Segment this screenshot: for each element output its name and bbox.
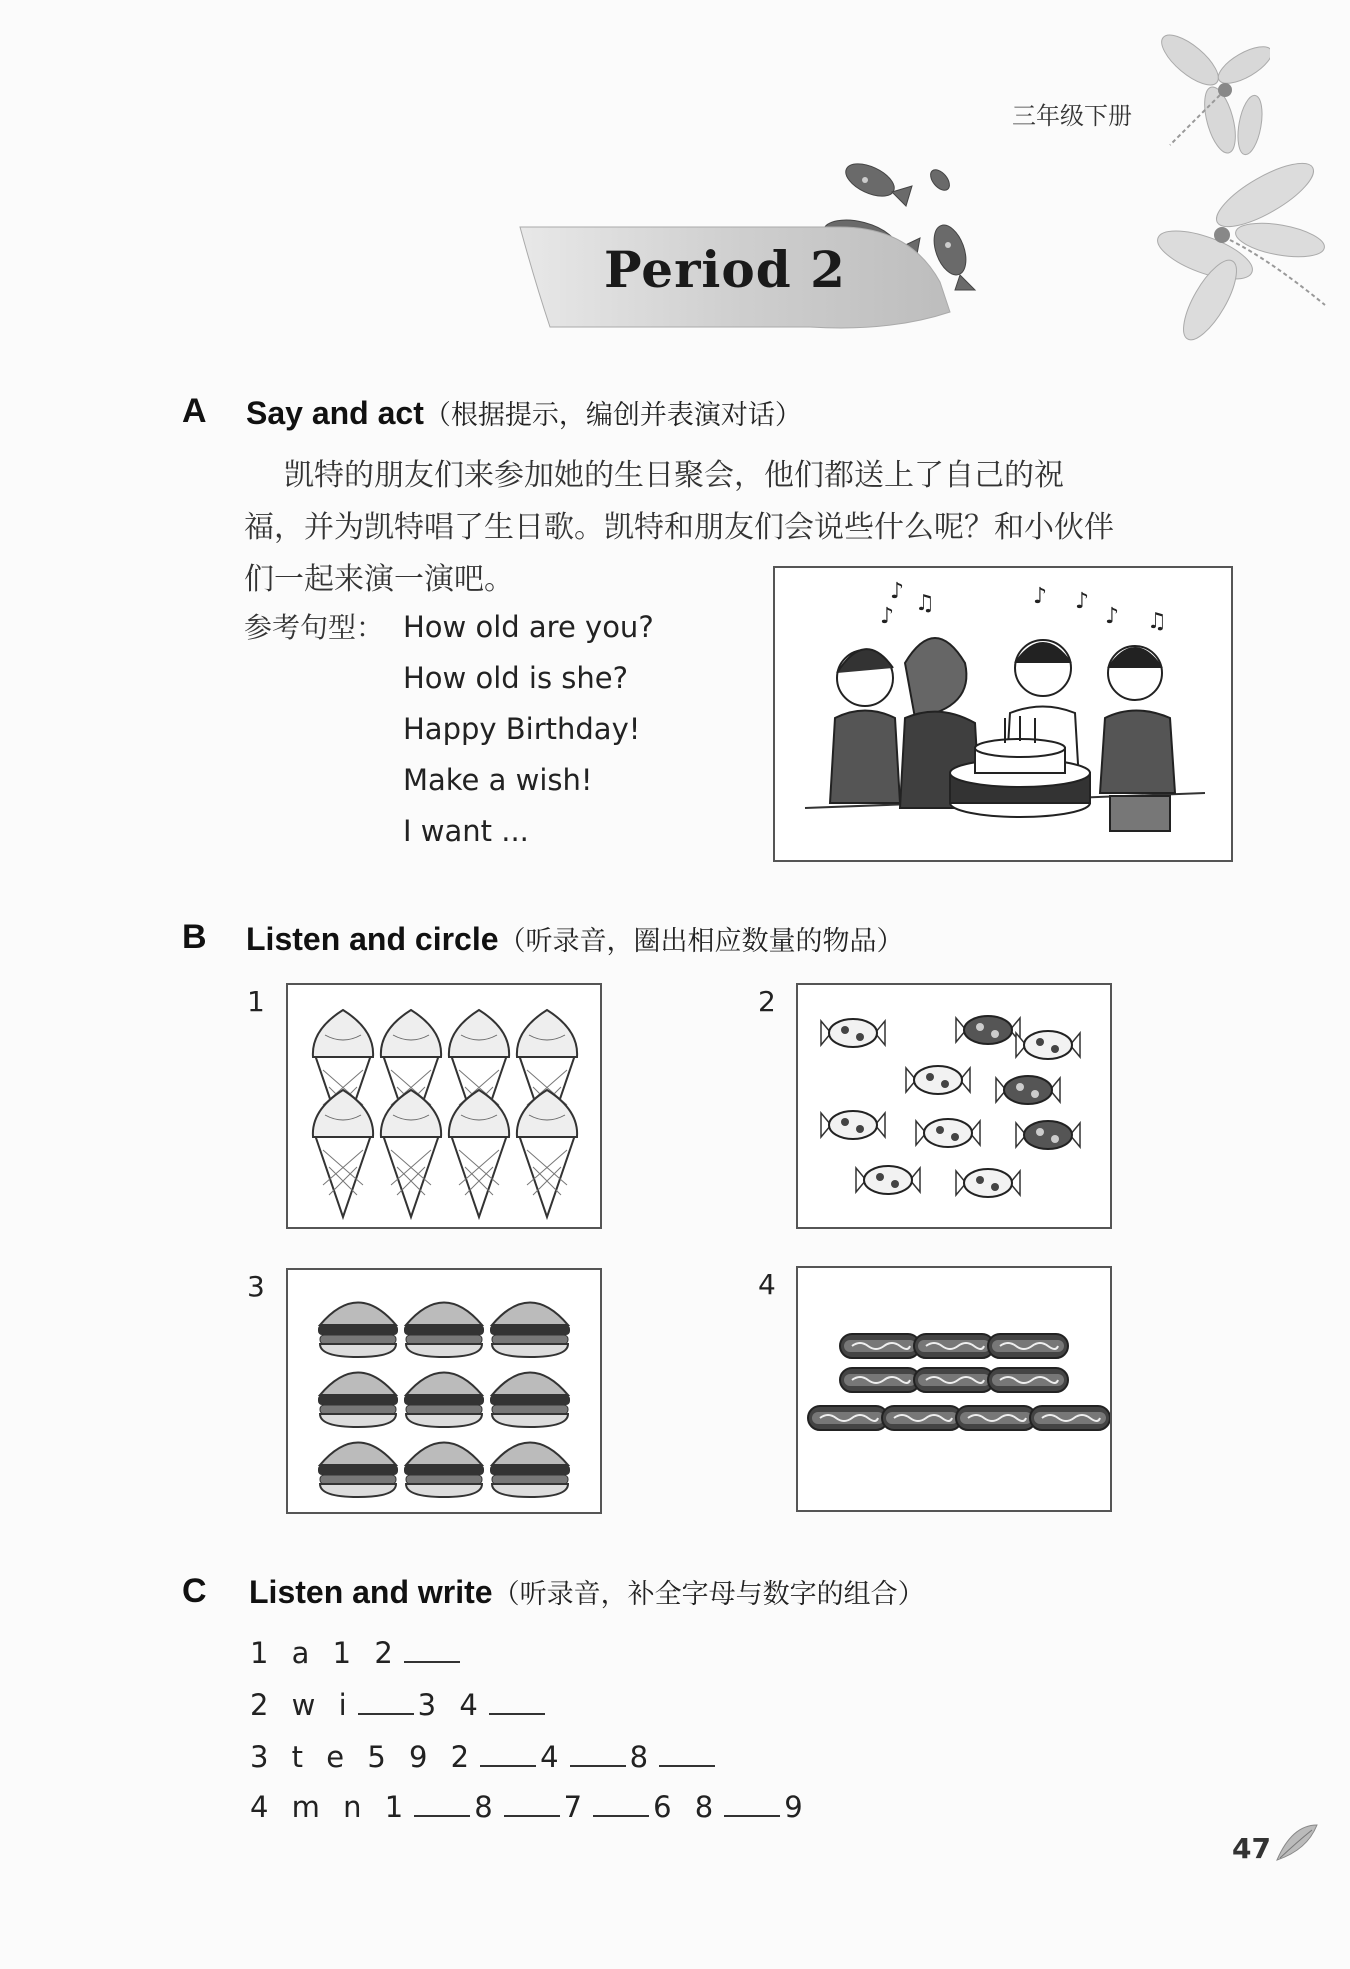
candy-icon — [906, 1066, 970, 1094]
answer-blank[interactable] — [404, 1637, 460, 1663]
answer-blank[interactable] — [414, 1791, 470, 1817]
write-row-3 — [250, 1740, 719, 1774]
candy-icon — [996, 1076, 1060, 1104]
candy-picture[interactable] — [796, 983, 1112, 1229]
candy-icon — [956, 1169, 1020, 1197]
hot-dog-icon — [882, 1406, 962, 1430]
answer-blank[interactable] — [489, 1689, 545, 1715]
ice-cream-picture[interactable] — [286, 983, 602, 1229]
birthday-party-illustration — [773, 566, 1233, 862]
picture-number: 2 — [758, 985, 776, 1018]
svg-text:♪: ♪ — [890, 579, 905, 604]
write-row-1 — [250, 1636, 464, 1670]
answer-blank[interactable] — [724, 1791, 780, 1817]
candy-icon — [1016, 1031, 1080, 1059]
section-b-title: Listen and circle — [246, 921, 499, 957]
hamburger-icon — [490, 1373, 570, 1428]
hot-dog-icon — [914, 1368, 994, 1392]
candy-icon — [956, 1016, 1020, 1044]
ice-cream-cone-icon — [517, 1090, 577, 1217]
ice-cream-cone-icon — [381, 1090, 441, 1217]
svg-text:♫: ♫ — [1147, 609, 1167, 634]
section-c-letter: C — [182, 1572, 207, 1610]
svg-text:♪: ♪ — [1075, 589, 1090, 614]
hamburger-icon — [490, 1443, 570, 1498]
ice-cream-icon — [288, 985, 600, 1227]
picture-number: 4 — [758, 1268, 776, 1301]
row-part: 8 — [474, 1790, 500, 1824]
page-number: 47 — [1232, 1832, 1271, 1865]
paragraph-line: 们一起来演一演吧。 — [244, 562, 514, 597]
reference-sentence: How old is she? — [403, 661, 629, 695]
hot-dog-icon — [1030, 1406, 1110, 1430]
row-part: 6 8 — [653, 1790, 721, 1824]
hot-dog-icon — [798, 1268, 1110, 1510]
hamburger-icon — [404, 1373, 484, 1428]
answer-blank[interactable] — [593, 1791, 649, 1817]
row-number: 4 — [250, 1790, 276, 1824]
page-title: Period 2 — [604, 240, 846, 299]
row-part: 4 — [540, 1740, 566, 1774]
hot-dog-picture[interactable] — [796, 1266, 1112, 1512]
row-number: 3 — [250, 1740, 276, 1774]
candy-icon — [798, 985, 1110, 1227]
answer-blank[interactable] — [480, 1741, 536, 1767]
row-part: t e 5 9 2 — [291, 1740, 477, 1774]
reference-sentence: I want ... — [403, 814, 529, 848]
picture-number: 1 — [247, 985, 265, 1018]
ice-cream-cone-icon — [449, 1090, 509, 1217]
row-part: 3 4 — [417, 1688, 485, 1722]
paragraph-line: 福，并为凯特唱了生日歌。凯特和朋友们会说些什么呢？和小伙伴 — [244, 510, 1114, 545]
section-a-note: （根据提示，编创并表演对话） — [423, 400, 802, 431]
hamburger-icon — [318, 1373, 398, 1428]
svg-text:♪: ♪ — [880, 604, 895, 629]
section-b-note: （听录音，圈出相应数量的物品） — [498, 926, 904, 957]
hot-dog-icon — [988, 1368, 1068, 1392]
hot-dog-icon — [988, 1334, 1068, 1358]
row-part: w i — [291, 1688, 354, 1722]
paragraph-line: 凯特的朋友们来参加她的生日聚会，他们都送上了自己的祝 — [284, 458, 1064, 493]
hamburger-icon — [490, 1303, 570, 1358]
answer-blank[interactable] — [659, 1741, 715, 1767]
candy-icon — [821, 1111, 885, 1139]
section-c-title: Listen and write — [249, 1574, 493, 1610]
section-c-note: （听录音，补全字母与数字的组合） — [492, 1579, 925, 1610]
answer-blank[interactable] — [570, 1741, 626, 1767]
picture-number: 3 — [247, 1270, 265, 1303]
hamburger-icon — [288, 1270, 600, 1512]
row-part: m n 1 — [291, 1790, 411, 1824]
svg-text:♪: ♪ — [1033, 584, 1048, 609]
hamburger-icon — [318, 1443, 398, 1498]
section-a-letter: A — [182, 392, 207, 430]
hamburger-icon — [404, 1443, 484, 1498]
hamburger-icon — [404, 1303, 484, 1358]
candy-icon — [916, 1119, 980, 1147]
hot-dog-icon — [808, 1406, 888, 1430]
reference-label: 参考句型： — [244, 611, 385, 644]
candy-icon — [1016, 1121, 1080, 1149]
svg-text:♫: ♫ — [915, 591, 935, 616]
hot-dog-icon — [956, 1406, 1036, 1430]
grade-label: 三年级下册 — [1012, 102, 1132, 130]
dragonfly-icon — [1150, 150, 1330, 350]
section-a-title: Say and act — [246, 395, 424, 431]
write-row-2 — [250, 1688, 549, 1722]
candy-icon — [856, 1166, 920, 1194]
leaf-icon — [1272, 1820, 1322, 1865]
hamburger-picture[interactable] — [286, 1268, 602, 1514]
answer-blank[interactable] — [504, 1791, 560, 1817]
section-b-letter: B — [182, 918, 207, 956]
hot-dog-icon — [840, 1334, 920, 1358]
answer-blank[interactable] — [358, 1689, 414, 1715]
row-part: a 1 2 — [291, 1636, 400, 1670]
row-number: 2 — [250, 1688, 276, 1722]
dragonfly-icon — [1150, 15, 1270, 165]
hot-dog-icon — [914, 1334, 994, 1358]
ice-cream-cone-icon — [313, 1090, 373, 1217]
candy-icon — [821, 1019, 885, 1047]
row-part: 7 — [563, 1790, 590, 1824]
reference-sentence: Make a wish! — [403, 763, 593, 797]
write-row-4 — [250, 1790, 810, 1824]
hot-dog-icon — [840, 1368, 920, 1392]
svg-text:♪: ♪ — [1105, 604, 1120, 629]
hamburger-icon — [318, 1303, 398, 1358]
reference-sentence: How old are you? — [403, 610, 654, 644]
row-part: 8 — [629, 1740, 656, 1774]
reference-sentence: Happy Birthday! — [403, 712, 641, 746]
row-part: 9 — [784, 1790, 810, 1824]
row-number: 1 — [250, 1636, 276, 1670]
